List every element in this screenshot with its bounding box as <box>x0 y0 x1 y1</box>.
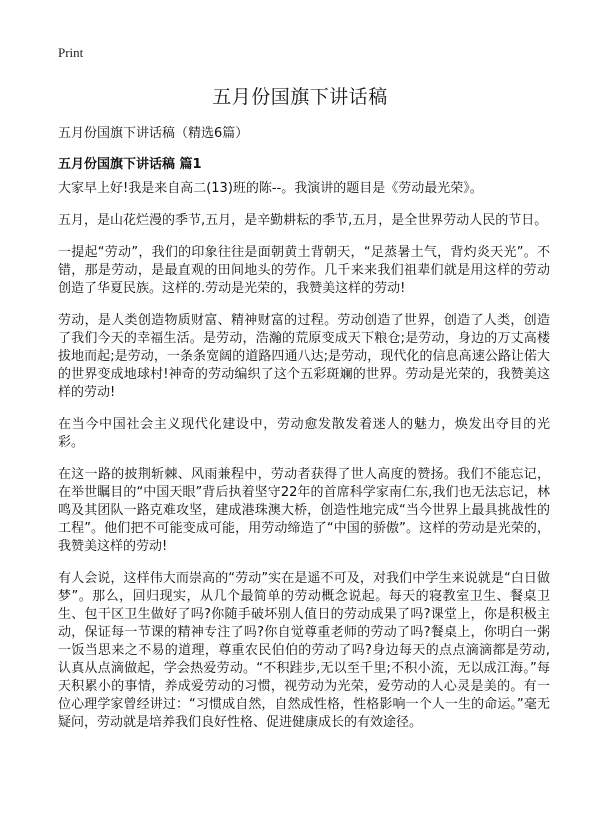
section-heading: 五月份国旗下讲话稿 篇1 <box>58 157 202 172</box>
paragraph-may-intro: 五月，是山花烂漫的季节,五月，是辛勤耕耘的季节,五月，是全世界劳动人民的节日。 <box>58 213 548 228</box>
page-title: 五月份国旗下讲话稿 <box>212 86 388 108</box>
paragraph-labor-impression: 一提起“劳动”，我们的印象往往是面朝黄土背朝天，“足蒸暑土气，背灼炎天光”。不错，那是劳动，是最直观的田间地头的劳作。几千来来我们祖辈们就是用这样的劳动创造了华夏民族。这样的.劳动是光荣的，我赞美这样的劳动! <box>58 245 550 296</box>
paragraph-modernization: 在当今中国社会主义现代化建设中，劳动愈发散发着迷人的魅力，焕发出夺目的光彩。 <box>58 417 550 450</box>
paragraph-labor-creates-world: 劳动，是人类创造物质财富、精神财富的过程。劳动创造了世界，创造了人类，创造了我们今天的幸福生活。是劳动，浩瀚的荒原变成天下粮仓;是劳动，身边的万丈高楼拔地而起;是劳动，一条条宽阔的道路四通八达;是劳动，现代化的信息高速公路让偌大的世界变成地球村!神奇的劳动编织了这个五彩斑斓的世界。劳动是光荣的，我赞美这样的劳动! <box>58 313 550 400</box>
paragraph-greeting: 大家早上好!我是来自高二(13)班的陈--。我演讲的题目是《劳动最光荣》。 <box>58 181 483 196</box>
document-subtitle: 五月份国旗下讲话稿（精选6篇） <box>58 126 249 141</box>
speech-body <box>58 180 550 746</box>
paragraph-daily-labor: 有人会说，这样伟大而崇高的“劳动”实在是遥不可及，对我们中学生来说就是“白日做梦”。那么，回归现实，从几个最简单的劳动概念说起。每天的寝教室卫生、餐桌卫生、包干区卫生做好了吗?你随手破坏别人值日的劳动成果了吗?课堂上，你是积极主动，保证每一节课的精神专注了吗?你自觉尊重老师的劳动了吗?餐桌上，你明白一粥一饭当思来之不易的道理，尊重农民伯伯的劳动了吗?身边每天的点点滴滴都是劳动,认真从点滴做起，学会热爱劳动。“不积跬步,无以至千里;不积小流，无以成江海。”每天积累小的事情，养成爱劳动的习惯，视劳动为光荣，爱劳动的人心灵是美的。有一位心理学家曾经讲过：“习惯成自然，自然成性格，性格影响一个人一生的命运。”毫无疑问，劳动就是培养我们良好性格、促进健康成长的有效途径。 <box>58 571 550 730</box>
print-label: Print <box>58 45 84 60</box>
paragraph-laborers-praised: 在这一路的披荆斩棘、风雨兼程中，劳动者获得了世人高度的赞扬。我们不能忘记，在举世瞩目的“中国天眼”背后执着坚守22年的首席科学家南仁东,我们也无法忘记，林鸣及其团队一路克难攻坚，建成港珠澳大桥，创造性地完成“当今世界上最具挑战性的工程”。他们把不可能变成可能，用劳动缔造了“中国的骄傲”。这样的劳动是光荣的，我赞美这样的劳动! <box>58 467 550 554</box>
